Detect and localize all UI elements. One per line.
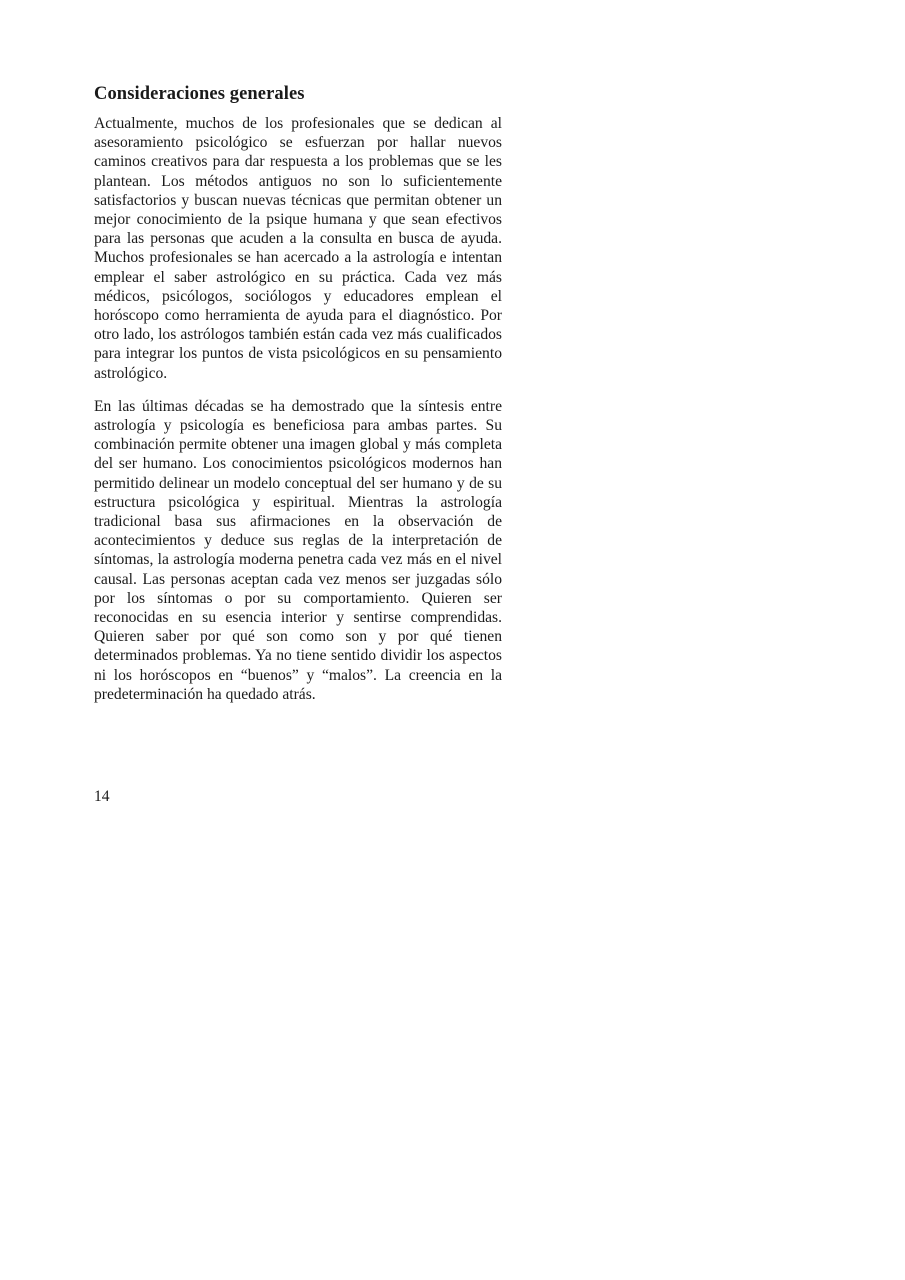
page-content xyxy=(94,82,502,704)
section-heading: Consideraciones generales xyxy=(94,84,305,104)
page-number: 14 xyxy=(94,788,110,805)
paragraph-2: En las últimas décadas se ha demostrado que la síntesis entre astrología y psicología es beneficiosa para ambas partes. Su combinación permite obtener una imagen global y más completa del ser humano. Los conocimientos psicológicos modernos han permitido delinear un modelo conceptual del ser humano y de su estructura psicológica y espiritual. Mientras la astrología tradicional basa sus afirmaciones en la observación de acontecimientos y deduce sus reglas de la interpretación de síntomas, la astrología moderna penetra cada vez más en el nivel causal. Las personas aceptan cada vez menos ser juzgadas sólo por los síntomas o por su comportamiento. Quieren ser reconocidas en su esencia interior y sentirse comprendidas. Quieren saber por qué son como son y por qué tienen determinados problemas. Ya no tiene sentido dividir los aspectos ni los horóscopos en “buenos” y “malos”. La creencia en la predeterminación ha quedado atrás. xyxy=(94,397,502,703)
paragraph-1: Actualmente, muchos de los profesionales que se dedican al asesoramiento psicológico se esfuerzan por hallar nuevos caminos creativos para dar respuesta a los problemas que se les plantean. Los métodos antiguos no son lo suficientemente satisfactorios y buscan nuevas técnicas que permitan obtener un mejor conocimiento de la psique humana y que sean efectivos para las personas que acuden a la consulta en busca de ayuda. Muchos profesionales se han acercado a la astrología e intentan emplear el saber astrológico en su práctica. Cada vez más médicos, psicólogos, sociólogos y educadores emplean el horóscopo como herramienta de ayuda para el diagnóstico. Por otro lado, los astrólogos también están cada vez más cualificados para integrar los puntos de vista psicológicos en su pensamiento astrológico. xyxy=(94,115,502,382)
